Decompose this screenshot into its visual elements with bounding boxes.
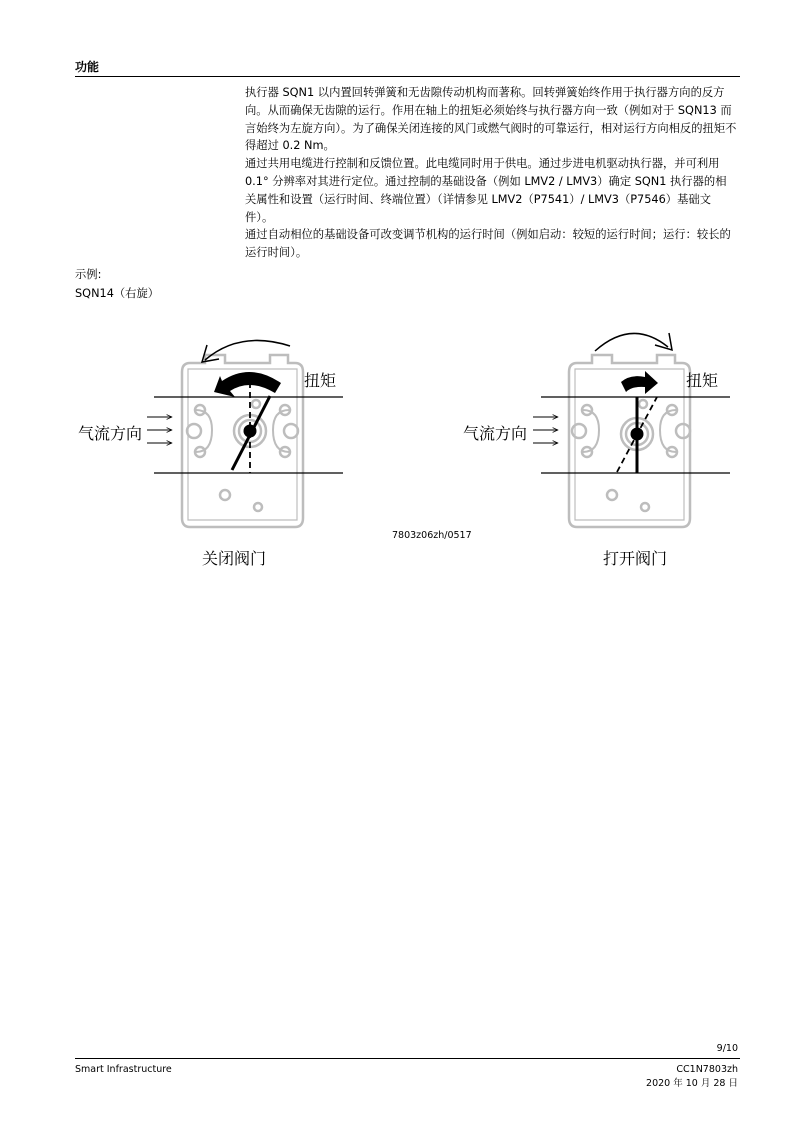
airflow-label-left: 气流方向 (78, 424, 143, 443)
actuator-open-drawing (533, 333, 730, 527)
example-model: SQN14（右旋） (75, 287, 160, 300)
paragraph-3: 通过自动相位的基础设备可改变调节机构的运行时间（例如启动：较短的运行时间；运行：较长的运行时间）。 (245, 228, 731, 260)
torque-label-right: 扭矩 (686, 371, 719, 390)
example-label: 示例: (75, 268, 102, 281)
footer-rule (75, 1058, 740, 1059)
paragraph-2: 通过共用电缆进行控制和反馈位置。此电缆同时用于供电。通过步进电机驱动执行器，并可利用 0.1° 分辨率对其进行定位。通过控制的基础设备（例如 LMV2 / LMV3）确定 SQN1 执行器的相关属性和设置（运行时间、终端位置）（详情参见 LMV2（P7541）/ LMV3（P7546）基础文件）。 (245, 157, 727, 224)
footer-date: 2020 年 10 月 28 日 (646, 1078, 738, 1089)
caption-closed: 关闭阀门 (202, 549, 267, 568)
torque-label-left: 扭矩 (304, 371, 337, 390)
airflow-label-right: 气流方向 (463, 424, 528, 443)
figure-code: 7803z06zh/0517 (392, 530, 472, 541)
paragraph-1: 执行器 SQN1 以内置回转弹簧和无齿隙传动机构而著称。回转弹簧始终作用于执行器方向的反方向。从而确保无齿隙的运行。作用在轴上的扭矩必须始终与执行器方向一致（例如对于 SQN13 而言始终为左旋方向）。为了确保关闭连接的风门或燃气阀时的可靠运行，相对运行方向相反的扭矩不得超过 0.2 Nm。 (245, 86, 737, 153)
page-number: 9/10 (716, 1043, 738, 1054)
section-title: 功能 (75, 60, 100, 74)
footer-company: Smart Infrastructure (75, 1064, 172, 1075)
caption-open: 打开阀门 (603, 549, 668, 568)
footer-doc-id: CC1N7803zh (676, 1064, 738, 1075)
